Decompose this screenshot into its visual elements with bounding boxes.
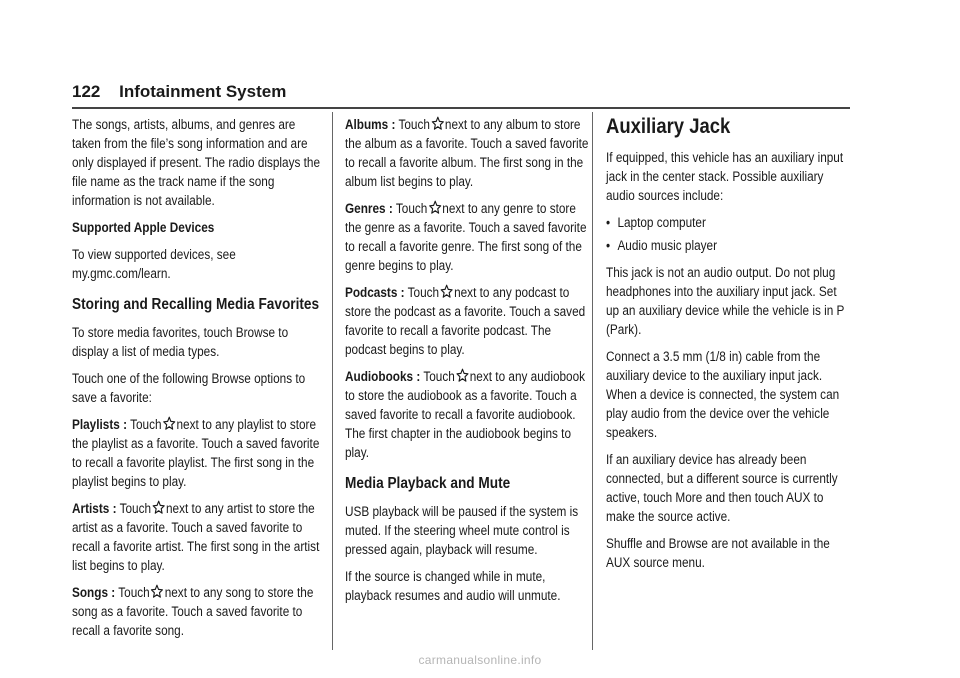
playlists-term: Playlists : [72, 417, 128, 432]
albums-touch: Touch [398, 117, 430, 132]
aux-paragraph-2: Connect a 3.5 mm (1/8 in) cable from the auxiliary device to the auxiliary input jack. When a device is connected, the system can play audio from the device over the vehicle speakers. [606, 349, 840, 440]
star-outline-icon [151, 584, 164, 599]
star-outline-icon [162, 416, 175, 431]
store-favorites-text: To store media favorites, touch Browse to display a list of media types. [72, 325, 289, 359]
podcasts-desc: next to any podcast to store the podcast as a favorite. Touch a saved favorite to recall a favorite podcast. The podcast begins to play. [345, 285, 586, 357]
column-2 [345, 115, 590, 613]
browse-options-text: Touch one of the following Browse options to save a favorite: [72, 371, 306, 405]
apple-devices-heading: Supported Apple Devices [72, 220, 215, 235]
favorites-heading: Storing and Recalling Media Favorites [72, 296, 320, 313]
column-divider-1 [332, 112, 333, 650]
mute-text-1: USB playback will be paused if the system is muted. If the steering wheel mute control is pressed again, playback will resume. [345, 504, 579, 557]
aux-paragraph-1: This jack is not an audio output. Do not plug headphones into the auxiliary input jack. Set up an auxiliary device while the vehicle is in P (Park). [606, 265, 845, 337]
audiobooks-touch: Touch [423, 369, 455, 384]
artists-entry [72, 499, 327, 575]
intro-paragraph: The songs, artists, albums, and genres are taken from the file’s song information and are only displayed if present. The radio displays the file name as the track name if the song information is not available. [72, 117, 321, 208]
page-header [72, 82, 286, 102]
artists-term: Artists : [72, 501, 117, 516]
column-1 [72, 115, 327, 648]
albums-entry [345, 115, 590, 191]
artists-desc: next to any artist to store the artist as a favorite. Touch a saved favorite to recall a favorite artist. The first song in the artist list begins to play. [72, 501, 320, 573]
genres-touch: Touch [395, 201, 428, 216]
auxiliary-jack-heading: Auxiliary Jack [606, 115, 731, 138]
songs-touch: Touch [118, 585, 150, 600]
playlists-entry [72, 415, 327, 491]
column-divider-2 [592, 112, 593, 650]
podcasts-entry [345, 283, 590, 359]
aux-source-list [606, 213, 851, 255]
audiobooks-entry [345, 367, 590, 462]
header-rule [72, 107, 850, 109]
page-number: 122 [72, 82, 101, 101]
bullet: • [606, 215, 611, 230]
mute-text-2: If the source is changed while in mute, playback resumes and audio will unmute. [345, 569, 561, 603]
list-item [606, 236, 851, 255]
star-outline-icon [440, 284, 453, 299]
podcasts-term: Podcasts : [345, 285, 405, 300]
list-item [606, 213, 851, 232]
playlists-desc: next to any playlist to store the playlist as a favorite. Touch a saved favorite to recall a favorite playlist. The first song in the playlist begins to play. [72, 417, 320, 489]
list-item-label: Audio music player [617, 238, 718, 253]
aux-paragraph-3: If an auxiliary device has already been connected, but a different source is currently active, touch More and then touch AUX to make the source active. [606, 452, 838, 524]
star-outline-icon [431, 116, 444, 131]
genres-entry [345, 199, 590, 275]
audiobooks-desc: next to any audiobook to store the audiobook as a favorite. Touch a saved favorite to recall a favorite audiobook. The first chapter in the audiobook begins to play. [345, 369, 586, 460]
star-outline-icon [456, 368, 469, 383]
aux-intro: If equipped, this vehicle has an auxiliary input jack in the center stack. Possible auxiliary audio sources include: [606, 150, 844, 203]
column-3 [606, 115, 851, 580]
podcasts-touch: Touch [407, 285, 440, 300]
section-title: Infotainment System [119, 82, 287, 101]
albums-desc: next to any album to store the album as a favorite. Touch a saved favorite to recall a favorite album. The first song in the album list begins to play. [345, 117, 589, 189]
genres-term: Genres : [345, 201, 393, 216]
aux-paragraph-4: Shuffle and Browse are not available in the AUX source menu. [606, 536, 830, 570]
audiobooks-term: Audiobooks : [345, 369, 421, 384]
star-outline-icon [428, 200, 441, 215]
albums-term: Albums : [345, 117, 396, 132]
apple-devices-text: To view supported devices, see my.gmc.com/learn. [72, 247, 236, 281]
songs-term: Songs : [72, 585, 116, 600]
genres-desc: next to any genre to store the genre as a favorite. Touch a saved favorite to recall a favorite genre. The first song of the genre begins to play. [345, 201, 587, 273]
songs-entry [72, 583, 327, 640]
artists-touch: Touch [119, 501, 152, 516]
star-outline-icon [152, 500, 165, 515]
playlists-touch: Touch [130, 417, 162, 432]
mute-heading: Media Playback and Mute [345, 475, 511, 492]
list-item-label: Laptop computer [617, 215, 706, 230]
watermark: carmanualsonline.info [418, 653, 542, 667]
songs-desc: next to any song to store the song as a favorite. Touch a saved favorite to recall a favorite song. [72, 585, 314, 638]
bullet: • [606, 238, 611, 253]
